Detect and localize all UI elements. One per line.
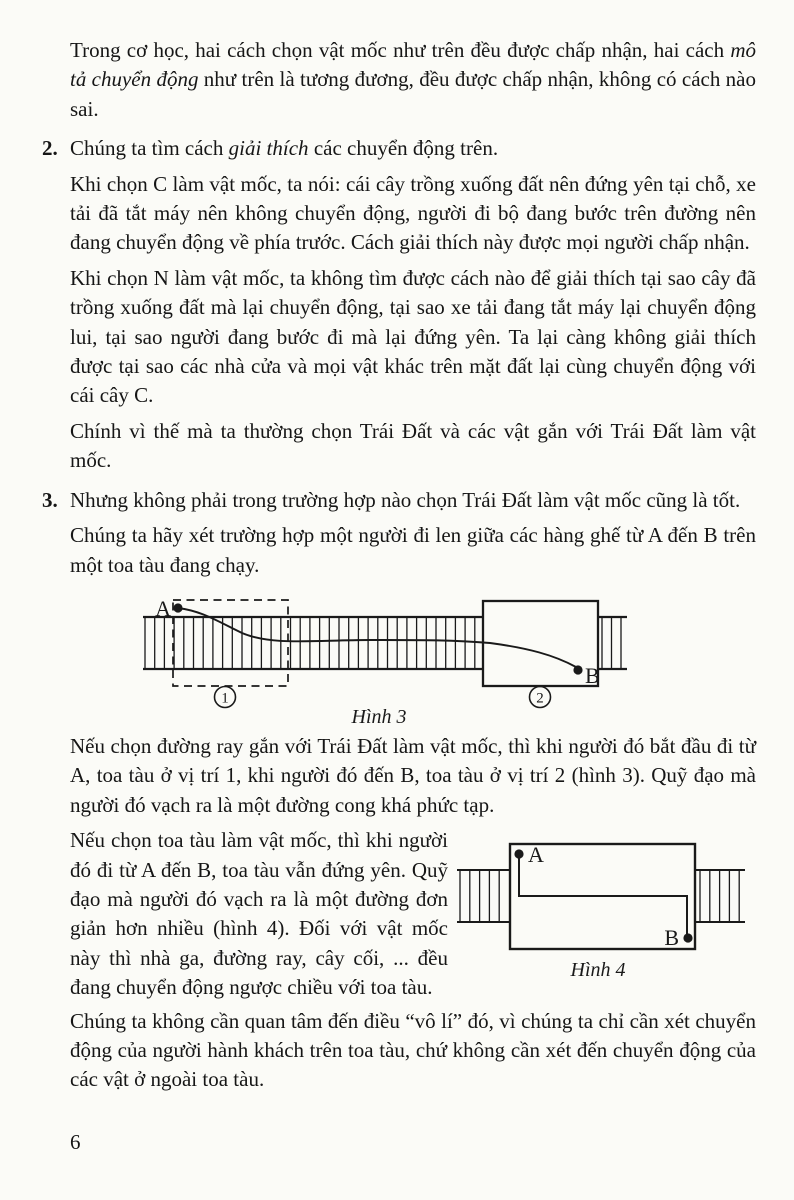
list-marker-2: 2.	[42, 136, 58, 161]
railway-rails-left	[457, 870, 510, 922]
right-column	[448, 826, 756, 1002]
list-item-3	[42, 486, 756, 1095]
left-column	[70, 826, 448, 1002]
svg-text:1: 1	[221, 690, 229, 707]
railway-ties-left	[460, 870, 499, 922]
item2-paragraph-n: Khi chọn N làm vật mốc, ta không tìm được cách nào để giải thích tại sao cây đã trồng xuống đất mà lại chuyển động, tại sao xe tải đang tắt máy lại chuyển động lui, tại sao người đang bước đi mà lại đứng yên. Ta lại càng không giải thích được tại sao các nhà cửa và mọi vật khác trên mặt đất lại cùng chuyển động với cái cây C.	[70, 265, 756, 408]
item3-paragraph-train-frame: Nếu chọn toa tàu làm vật mốc, thì khi người đó đi từ A đến B, toa tàu vẫn đứng yên. Quỹ đạo mà người đó vạch ra là một đường đơn giản hơn nhiều (hình 4). Đối với vật mốc này thì nhà ga, đường ray, cây cối, ... đều đang chuyển động ngược chiều với toa tàu.	[70, 828, 448, 1000]
point-a-dot	[173, 603, 182, 612]
page-number: 6	[70, 1130, 81, 1154]
position-1-badge	[215, 686, 236, 707]
point-a-label: A	[528, 842, 544, 868]
figure-4-drawing	[448, 830, 756, 982]
point-a-label: A	[155, 595, 171, 621]
item3-paragraph-setup: Chúng ta hãy xét trường hợp một người đi len giữa các hàng ghế từ A đến B trên một toa tàu đang chạy.	[70, 523, 756, 577]
item2-paragraph-conclusion: Chính vì thế mà ta thường chọn Trái Đất và các vật gắn với Trái Đất làm vật mốc.	[70, 418, 756, 473]
figure-3-caption: Hình 3	[351, 705, 407, 728]
item3-lead: Nhưng không phải trong trường hợp nào chọn Trái Đất làm vật mốc cũng là tốt.	[70, 487, 741, 512]
list-marker-3: 3.	[42, 487, 58, 512]
item2-paragraph-c: Khi chọn C làm vật mốc, ta nói: cái cây trồng xuống đất nên đứng yên tại chỗ, xe tải đã tắt máy nên không chuyển động, người đi bộ đang bước trên đường nên đang chuyển động về phía trước. Cách giải thích này được mọi người chấp nhận.	[70, 171, 756, 255]
two-column-section	[70, 826, 756, 1002]
figure-3	[70, 590, 756, 730]
list-item-2	[42, 134, 756, 475]
item3-paragraph-final: Chúng ta không cần quan tâm đến điều “vô lí” đó, vì chúng ta chỉ cần xét chuyển động của người hành khách trên toa tàu, chứ không cần xét đến chuyển động của các vật ở ngoài toa tàu.	[70, 1008, 756, 1092]
point-b-dot	[683, 934, 692, 943]
position-2-badge	[530, 686, 551, 707]
railway-ties-right	[700, 870, 739, 922]
item3-paragraph-rail-frame: Nếu chọn đường ray gắn với Trái Đất làm vật mốc, thì khi người đó bắt đầu đi từ A, toa tàu ở vị trí 1, khi người đó đến B, toa tàu ở vị trí 2 (hình 3). Quỹ đạo mà người đó vạch ra là một đường cong khá phức tạp.	[70, 733, 756, 817]
point-b-dot	[573, 665, 582, 674]
figure-3-drawing	[70, 590, 756, 730]
point-b-label: B	[664, 925, 679, 951]
figure-4-caption: Hình 4	[570, 959, 626, 982]
railway-ties-right	[602, 617, 621, 669]
intro-paragraph: Trong cơ học, hai cách chọn vật mốc như trên đều được chấp nhận, hai cách mô tả chuyển động như trên là tương đương, đều được chấp nhận, không có cách nào sai.	[70, 38, 756, 121]
item2-lead: Chúng ta tìm cách giải thích các chuyển động trên.	[70, 136, 499, 161]
svg-text:2: 2	[536, 690, 544, 707]
point-b-label: B	[585, 662, 600, 688]
railway-ties-left	[145, 617, 475, 669]
point-a-dot	[514, 850, 523, 859]
text-block	[42, 36, 756, 1101]
